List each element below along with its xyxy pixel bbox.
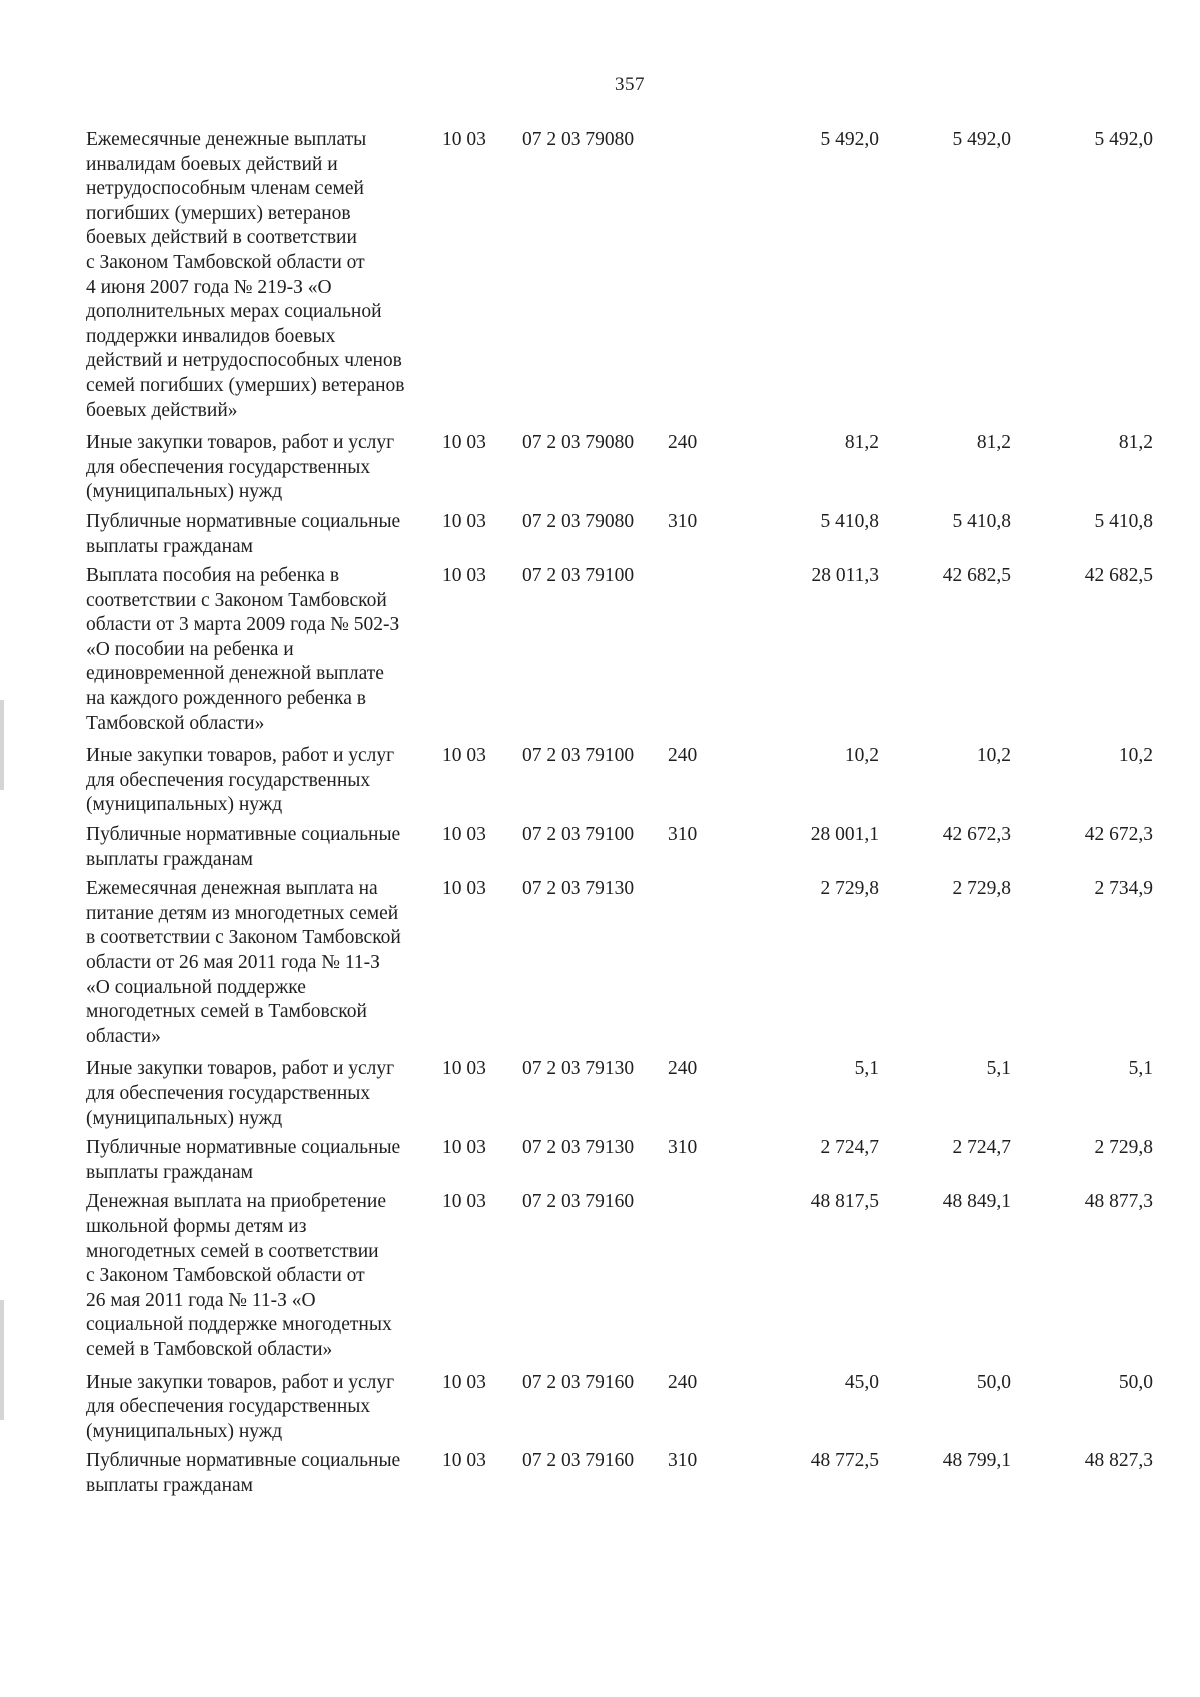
row-description: Иные закупки товаров, работ и услуг для обеспечения государственных (муниципальных) нужд xyxy=(86,745,395,816)
page-number: 357 xyxy=(615,74,645,95)
row-target-code: 07 2 03 79160 xyxy=(522,1191,635,1213)
row-target-code: 07 2 03 79160 xyxy=(522,1450,635,1472)
table-row xyxy=(86,128,1176,423)
row-expense-type: 310 xyxy=(668,510,698,532)
row-amount-year2: 2 724,7 xyxy=(952,1137,1011,1159)
row-section-code: 10 03 xyxy=(442,1371,486,1393)
row-amount-year1: 5,1 xyxy=(854,1058,879,1080)
row-section-code: 10 03 xyxy=(442,1191,486,1213)
table-row xyxy=(86,1190,1176,1362)
row-description: Денежная выплата на приобретение школьной формы детям из многодетных семей в соответствии с Законом Тамбовской области от 26 мая 2011 года № 11-З «О социальной поддержке многодетных семей в Тамбовской области» xyxy=(86,1191,392,1360)
budget-table xyxy=(86,128,1176,1503)
row-target-code: 07 2 03 79130 xyxy=(522,878,635,900)
row-description: Публичные нормативные социальные выплаты гражданам xyxy=(86,824,401,870)
row-amount-year1: 48 772,5 xyxy=(810,1450,879,1472)
row-expense-type xyxy=(664,128,734,423)
row-amount-year3: 48 827,3 xyxy=(1084,1450,1153,1472)
row-expense-type xyxy=(664,1190,734,1362)
row-amount-year1: 2 724,7 xyxy=(820,1137,879,1159)
row-section-code: 10 03 xyxy=(442,1450,486,1472)
row-description: Иные закупки товаров, работ и услуг для обеспечения государственных (муниципальных) нужд xyxy=(86,1058,395,1129)
table-row xyxy=(86,1057,1176,1131)
table-row xyxy=(86,431,1176,505)
row-amount-year1: 48 817,5 xyxy=(810,1191,879,1213)
row-amount-year1: 28 011,3 xyxy=(811,565,879,587)
row-section-code: 10 03 xyxy=(442,824,486,846)
row-amount-year2: 10,2 xyxy=(976,745,1011,767)
row-amount-year3: 48 877,3 xyxy=(1084,1191,1153,1213)
row-target-code: 07 2 03 79130 xyxy=(522,1058,635,1080)
table-row xyxy=(86,1449,1176,1498)
scan-artifact xyxy=(0,700,4,790)
row-expense-type xyxy=(664,877,734,1049)
row-target-code: 07 2 03 79130 xyxy=(522,1137,635,1159)
row-expense-type: 240 xyxy=(668,432,698,454)
row-description: Ежемесячная денежная выплата на питание детям из многодетных семей в соответствии с Законом Тамбовской области от 26 мая 2011 года № 11-З «О социальной поддержке многодетных семей в Тамбовской области» xyxy=(86,878,401,1047)
row-amount-year1: 28 001,1 xyxy=(810,824,879,846)
row-amount-year2: 50,0 xyxy=(976,1371,1011,1393)
row-amount-year1: 5 492,0 xyxy=(820,129,879,150)
row-expense-type: 240 xyxy=(668,745,698,767)
table-row xyxy=(86,1136,1176,1185)
row-amount-year3: 5 492,0 xyxy=(1094,129,1153,150)
row-amount-year3: 42 672,3 xyxy=(1084,824,1153,846)
row-amount-year3: 50,0 xyxy=(1118,1371,1153,1393)
table-row xyxy=(86,510,1176,559)
row-amount-year2: 48 799,1 xyxy=(942,1450,1011,1472)
row-target-code: 07 2 03 79100 xyxy=(522,824,635,846)
row-section-code: 10 03 xyxy=(442,878,486,900)
row-expense-type: 240 xyxy=(668,1371,698,1393)
row-amount-year2: 2 729,8 xyxy=(952,878,1011,900)
row-description: Иные закупки товаров, работ и услуг для обеспечения государственных (муниципальных) нужд xyxy=(86,1371,395,1442)
row-amount-year3: 2 734,9 xyxy=(1094,878,1153,900)
row-target-code: 07 2 03 79100 xyxy=(522,745,635,767)
row-amount-year2: 5 410,8 xyxy=(952,510,1011,532)
row-target-code: 07 2 03 79080 xyxy=(522,129,635,150)
row-amount-year2: 42 682,5 xyxy=(942,565,1011,587)
row-amount-year1: 81,2 xyxy=(844,432,879,454)
row-description: Ежемесячные денежные выплаты инвалидам боевых действий и нетрудоспособным членам семей погибших (умерших) ветеранов боевых действий в соответствии с Законом Тамбовской области от 4 июня 2007 года № 219-З «О дополнительных мерах социальной поддержки инвалидов боевых действий и нетрудоспособных членов семей погибших (умерших) ветеранов боевых действий» xyxy=(86,129,405,421)
row-section-code: 10 03 xyxy=(442,432,486,454)
row-expense-type xyxy=(664,564,734,736)
row-expense-type: 310 xyxy=(668,1137,698,1159)
row-section-code: 10 03 xyxy=(442,1058,486,1080)
row-amount-year2: 42 672,3 xyxy=(942,824,1011,846)
row-amount-year3: 5 410,8 xyxy=(1094,510,1153,532)
row-section-code: 10 03 xyxy=(442,745,486,767)
row-amount-year2: 5 492,0 xyxy=(952,129,1011,150)
table-row xyxy=(86,823,1176,872)
row-amount-year2: 81,2 xyxy=(976,432,1011,454)
table-row xyxy=(86,564,1176,736)
table-row xyxy=(86,877,1176,1049)
table-row xyxy=(86,1371,1176,1445)
row-section-code: 10 03 xyxy=(442,129,486,150)
row-amount-year1: 2 729,8 xyxy=(820,878,879,900)
row-description: Публичные нормативные социальные выплаты гражданам xyxy=(86,510,401,557)
row-amount-year1: 10,2 xyxy=(844,745,879,767)
row-expense-type: 310 xyxy=(668,1450,698,1472)
row-section-code: 10 03 xyxy=(442,1137,486,1159)
row-amount-year3: 81,2 xyxy=(1118,432,1153,454)
row-target-code: 07 2 03 79160 xyxy=(522,1371,635,1393)
row-amount-year2: 48 849,1 xyxy=(942,1191,1011,1213)
row-target-code: 07 2 03 79080 xyxy=(522,510,635,532)
row-description: Иные закупки товаров, работ и услуг для обеспечения государственных (муниципальных) нужд xyxy=(86,432,395,503)
row-section-code: 10 03 xyxy=(442,510,486,532)
row-amount-year1: 5 410,8 xyxy=(820,510,879,532)
row-target-code: 07 2 03 79080 xyxy=(522,432,635,454)
row-expense-type: 310 xyxy=(668,824,698,846)
row-target-code: 07 2 03 79100 xyxy=(522,565,635,587)
row-amount-year3: 2 729,8 xyxy=(1094,1137,1153,1159)
row-amount-year3: 5,1 xyxy=(1128,1058,1153,1080)
row-expense-type: 240 xyxy=(668,1058,698,1080)
row-amount-year2: 5,1 xyxy=(986,1058,1011,1080)
row-section-code: 10 03 xyxy=(442,565,486,587)
row-description: Публичные нормативные социальные выплаты гражданам xyxy=(86,1450,401,1496)
row-description: Публичные нормативные социальные выплаты гражданам xyxy=(86,1137,401,1183)
row-amount-year3: 42 682,5 xyxy=(1084,565,1153,587)
table-row xyxy=(86,744,1176,818)
row-amount-year3: 10,2 xyxy=(1118,745,1153,767)
row-description: Выплата пособия на ребенка в соответствии с Законом Тамбовской области от 3 марта 2009 года № 502-З «О пособии на ребенка и единовременной денежной выплате на каждого рожденного ребенка в Тамбовской области» xyxy=(86,565,400,734)
row-amount-year1: 45,0 xyxy=(844,1371,879,1393)
scan-artifact xyxy=(0,1300,4,1420)
